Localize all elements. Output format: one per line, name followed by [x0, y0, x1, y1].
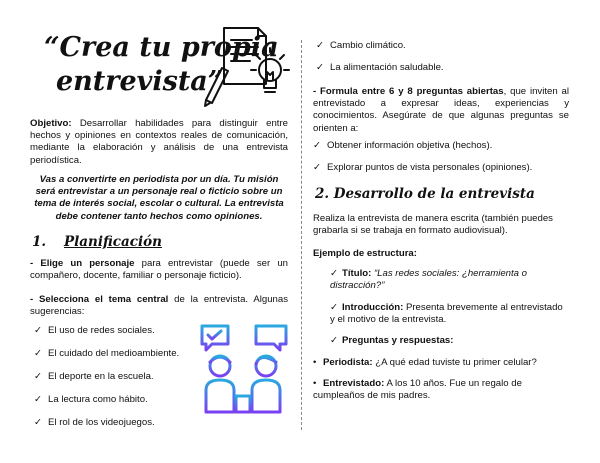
formulate-questions-paragraph	[313, 86, 569, 135]
structure-item-qa: ✓ Preguntas y respuestas:	[330, 335, 454, 346]
check-icon: ✓	[330, 268, 339, 279]
choose-character-label: - Elige un personaje	[30, 258, 135, 269]
section-1-title: Planificación	[64, 234, 162, 250]
check-icon: ✓	[34, 417, 43, 428]
example-structure-label: Ejemplo de estructura:	[313, 248, 417, 259]
structure-item-title: ✓ Título: “Las redes sociales: ¿herramienta o distracción?”	[330, 268, 528, 292]
select-topic-text: de la entrevista. Algunas sugerencias:	[30, 294, 289, 318]
choose-character-text: para entrevistar (puede ser un compañero, docente, familiar o personaje ficticio).	[30, 258, 288, 282]
list-item: ✓ Cambio climático.	[316, 40, 406, 51]
list-item: ✓ La alimentación saludable.	[316, 62, 444, 73]
perform-interview-paragraph: Realiza la entrevista de manera escrita (también puedes grabarla si se trabaja en formato audiovisual).	[313, 213, 553, 237]
notebook-lightbulb-icon	[200, 22, 292, 108]
example-interviewee-line: • Entrevistado: A los 10 años. Fue un regalo de cumpleaños de mis padres.	[313, 378, 522, 402]
list-item: ✓ El cuidado del medioambiente.	[34, 348, 180, 359]
check-icon: ✓	[34, 348, 43, 359]
objective-label: Objetivo:	[30, 118, 72, 129]
bullet-icon: •	[313, 357, 317, 368]
section-2-title: 2. Desarrollo de la entrevista	[315, 186, 535, 202]
list-item: ✓ El uso de redes sociales.	[34, 325, 155, 336]
column-divider	[301, 40, 302, 430]
check-icon: ✓	[316, 40, 325, 51]
check-icon: ✓	[313, 140, 322, 151]
check-icon: ✓	[34, 325, 43, 336]
section-1-number: 1.	[32, 234, 47, 250]
select-topic-paragraph	[30, 294, 288, 318]
title-line-2: entrevista”	[56, 66, 224, 97]
check-icon: ✓	[330, 335, 339, 346]
check-icon: ✓	[34, 371, 43, 382]
check-icon: ✓	[316, 62, 325, 73]
mission-paragraph: Vas a convertirte en periodista por un día. Tu misión será entrevistar a un personaje real o ficticio sobre un tema de interés social, escolar o cultural. La entrevista debe contener tanto hechos como opiniones.	[34, 174, 284, 222]
select-topic-label: - Selecciona el tema central	[30, 294, 169, 305]
title-line-1: “Crea tu propia	[44, 32, 279, 63]
list-item: ✓ Obtener información objetiva (hechos).	[313, 140, 493, 151]
objective-text: Desarrollar habilidades para distinguir entre hechos y opiniones en contextos reales de comunicación, mediante la elaboración y análisis de una entrevista periodística.	[30, 118, 288, 166]
list-item: ✓ La lectura como hábito.	[34, 394, 148, 405]
formulate-questions-label: - Formula entre 6 y 8 preguntas abiertas	[313, 86, 504, 97]
check-icon: ✓	[330, 302, 339, 313]
formulate-questions-text: , que inviten al entrevistado a expresar ideas, experiencias y conocimientos. Asegúrate de que algunas preguntas se orienten a:	[313, 86, 569, 134]
objective-paragraph	[30, 118, 288, 167]
list-item: ✓ El rol de los videojuegos.	[34, 417, 155, 428]
choose-character-paragraph	[30, 258, 288, 282]
list-item: ✓ El deporte en la escuela.	[34, 371, 154, 382]
check-icon: ✓	[313, 162, 322, 173]
list-item: ✓ Explorar puntos de vista personales (opiniones).	[313, 162, 533, 173]
structure-item-intro: ✓ Introducción: Presenta brevemente al entrevistado y el motivo de la entrevista.	[330, 302, 563, 326]
bullet-icon: •	[313, 378, 317, 389]
interview-people-icon	[198, 322, 290, 416]
example-journalist-line: • Periodista: ¿A qué edad tuviste tu primer celular?	[313, 357, 537, 368]
check-icon: ✓	[34, 394, 43, 405]
